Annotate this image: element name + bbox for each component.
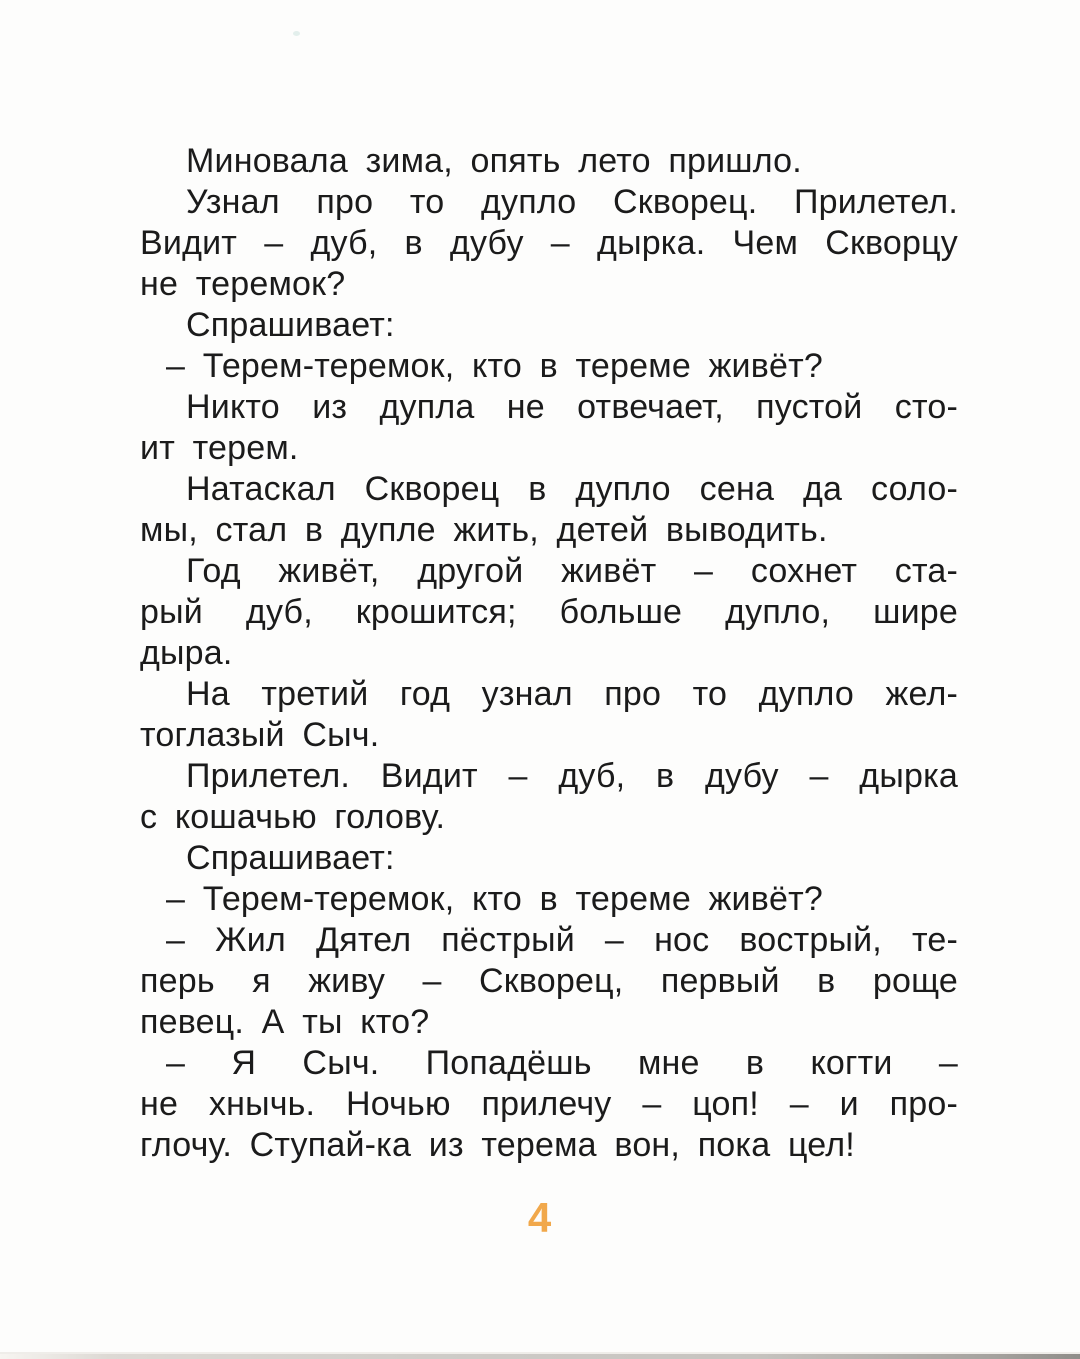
story-paragraph <box>140 346 958 387</box>
story-paragraph <box>140 551 958 674</box>
story-paragraph <box>140 1043 958 1166</box>
text-line: не теремок? <box>140 265 346 303</box>
text-line: певец. А ты кто? <box>140 1003 430 1041</box>
text-line: рый дуб, крошится; больше дупло, шире <box>140 593 958 631</box>
text-line: – Жил Дятел пёстрый – нос вострый, те- <box>166 921 958 959</box>
text-line: Спрашивает: <box>186 306 395 344</box>
text-line: Видит – дуб, в дубу – дырка. Чем Скворцу <box>140 224 958 262</box>
text-line: Миновала зима, опять лето пришло. <box>186 142 802 180</box>
text-line: – Терем-теремок, кто в тереме живёт? <box>166 347 823 385</box>
story-paragraph <box>140 305 958 346</box>
text-line: Узнал про то дупло Скворец. Прилетел. <box>186 183 958 221</box>
text-line: На третий год узнал про то дупло жел- <box>186 675 958 713</box>
text-line: Спрашивает: <box>186 839 395 877</box>
text-line: Натаскал Скворец в дупло сена да соло- <box>186 470 958 508</box>
story-paragraph <box>140 674 958 756</box>
story-paragraph <box>140 879 958 920</box>
text-line: мы, стал в дупле жить, детей выводить. <box>140 511 828 549</box>
story-paragraph <box>140 756 958 838</box>
text-line: с кошачью голову. <box>140 798 446 836</box>
text-line: не хнычь. Ночью прилечу – цоп! – и про- <box>140 1085 958 1123</box>
story-paragraph <box>140 387 958 469</box>
text-line: Прилетел. Видит – дуб, в дубу – дырка <box>186 757 958 795</box>
story-paragraph <box>140 920 958 1043</box>
text-line: дыра. <box>140 634 233 672</box>
story-text <box>140 141 958 1166</box>
text-line: глочу. Ступай-ка из терема вон, пока цел! <box>140 1126 855 1164</box>
text-line: ит терем. <box>140 429 299 467</box>
scan-edge-artifact <box>0 1354 1080 1359</box>
text-line: – Терем-теремок, кто в тереме живёт? <box>166 880 823 918</box>
text-line: тоглазый Сыч. <box>140 716 380 754</box>
text-line: Никто из дупла не отвечает, пустой сто- <box>186 388 958 426</box>
story-paragraph <box>140 141 958 182</box>
text-line: перь я живу – Скворец, первый в роще <box>140 962 958 1000</box>
story-paragraph <box>140 469 958 551</box>
page-number: 4 <box>527 1194 553 1241</box>
text-line: – Я Сыч. Попадёшь мне в когти – <box>166 1044 958 1082</box>
story-paragraph <box>140 838 958 879</box>
scan-speck-artifact <box>293 31 300 36</box>
story-paragraph <box>140 182 958 305</box>
text-line: Год живёт, другой живёт – сохнет ста- <box>186 552 958 590</box>
